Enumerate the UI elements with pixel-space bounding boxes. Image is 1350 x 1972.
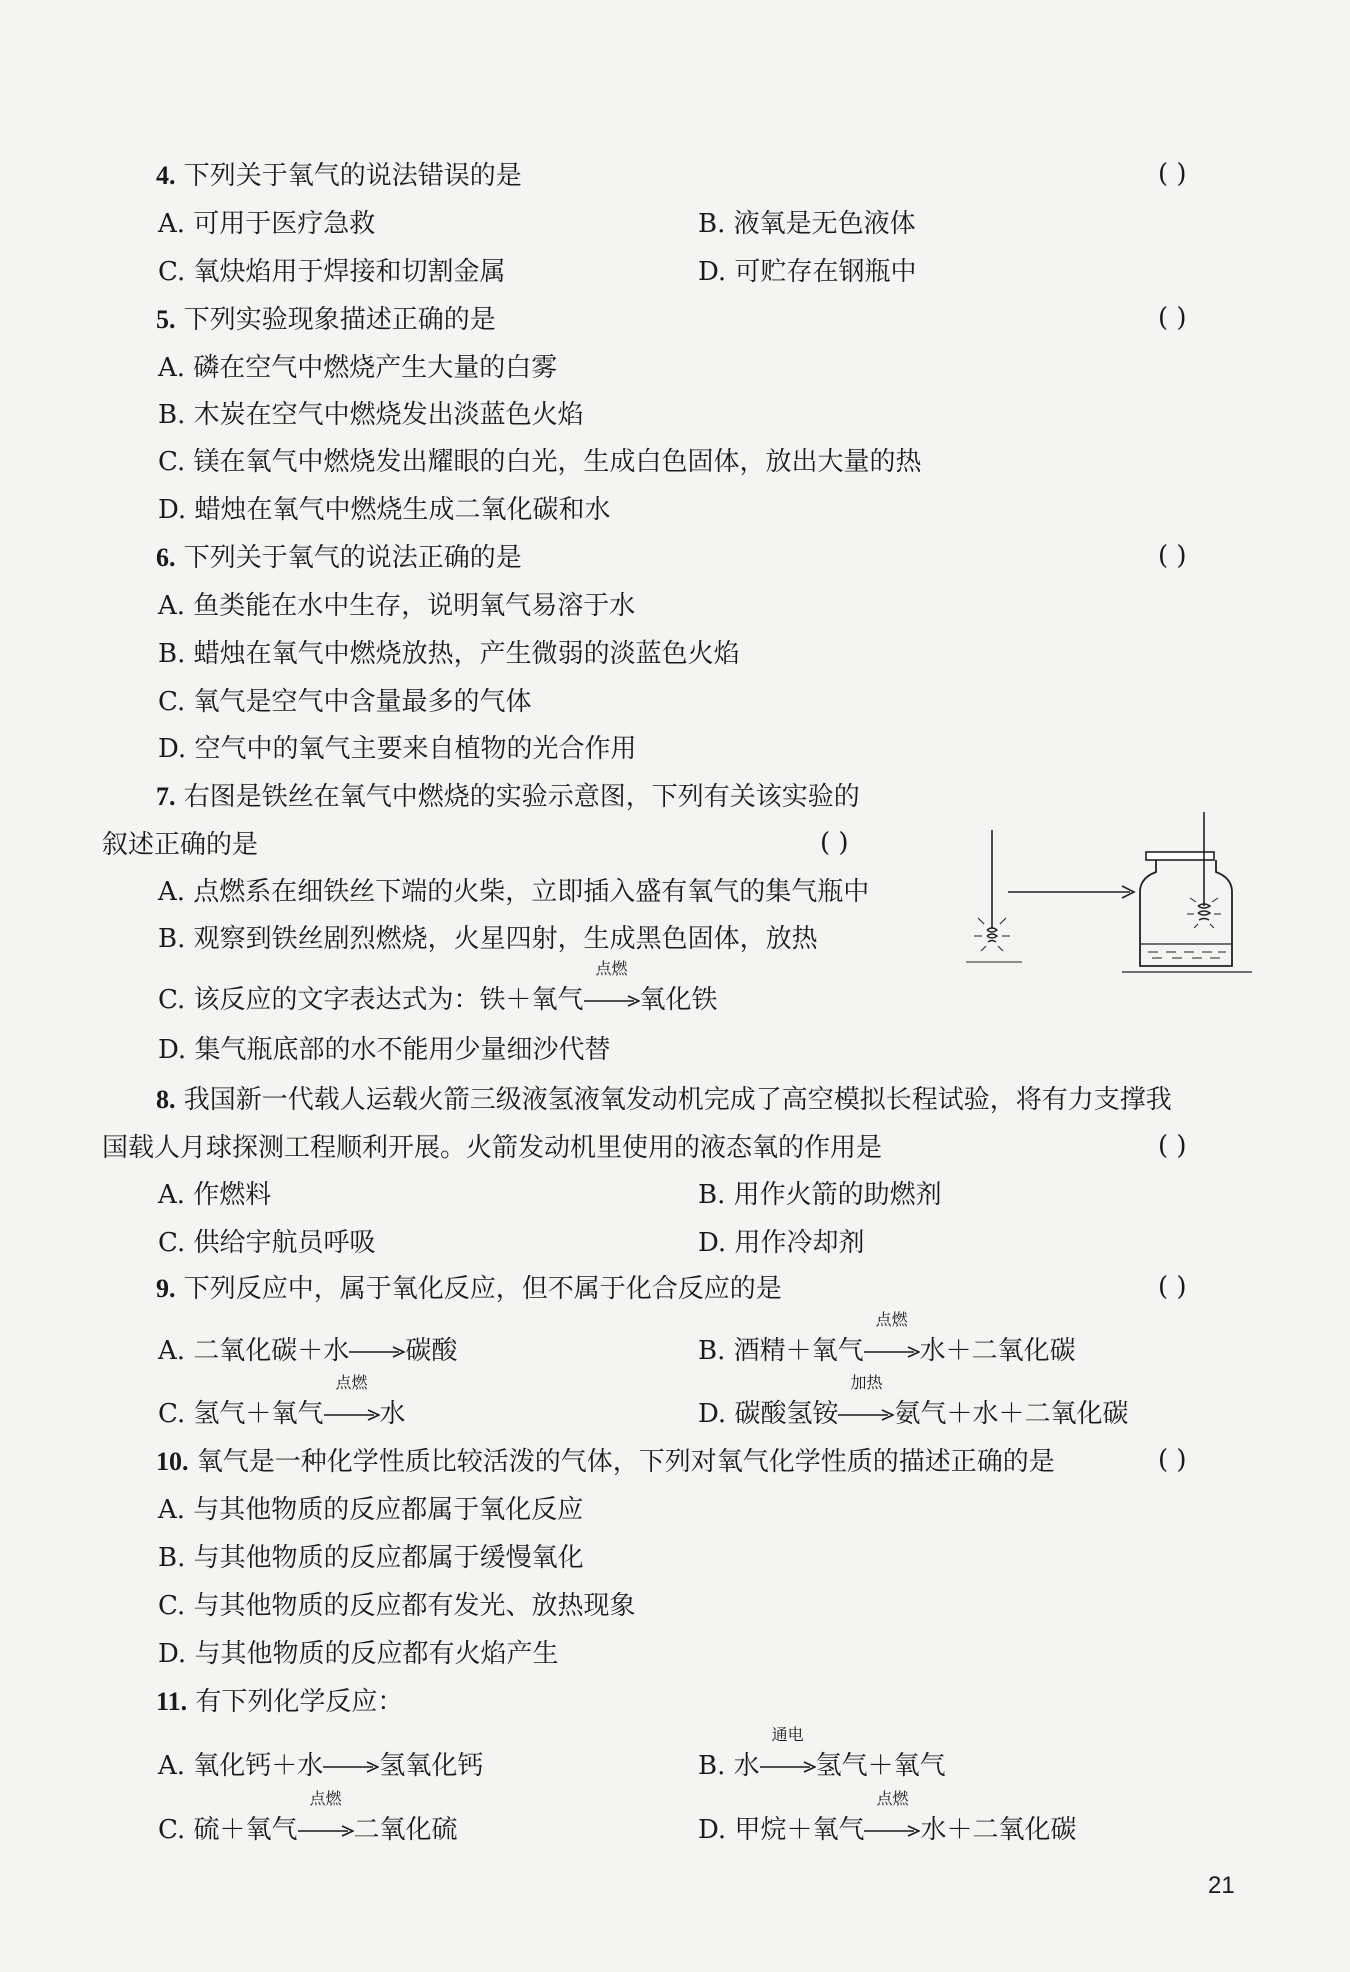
q9-answer-bracket[interactable]: ( ): [1158, 1272, 1187, 1302]
q9-option-b[interactable]: B. 酒精＋氧气 点燃 水＋二氧化碳: [698, 1333, 1076, 1369]
q11-option-b[interactable]: B. 水 通电 氢气＋氧气: [698, 1748, 946, 1784]
q5-option-b[interactable]: B. 木炭在空气中燃烧发出淡蓝色火焰: [158, 400, 584, 430]
q4-option-d[interactable]: D. 可贮存在钢瓶中: [698, 257, 917, 287]
reaction-arrow: 点燃: [864, 1333, 920, 1369]
q7-option-a[interactable]: A. 点燃系在细铁丝下端的火柴，立即插入盛有氧气的集气瓶中: [158, 877, 870, 907]
q6-option-a[interactable]: A. 鱼类能在水中生存，说明氧气易溶于水: [158, 591, 636, 621]
q5-option-d[interactable]: D. 蜡烛在氧气中燃烧生成二氧化碳和水: [158, 495, 611, 525]
reaction-arrow: 加热: [838, 1396, 894, 1432]
q4-number: 4.: [156, 161, 176, 190]
q5-stem: 5. 下列实验现象描述正确的是: [156, 305, 496, 335]
reaction-arrow: 点燃: [298, 1812, 354, 1848]
q10-stem: 10. 氧气是一种化学性质比较活泼的气体，下列对氧气化学性质的描述正确的是: [156, 1447, 1055, 1477]
q7-option-b[interactable]: B. 观察到铁丝剧烈燃烧，火星四射，生成黑色固体，放热: [158, 924, 818, 954]
q10-option-c[interactable]: C. 与其他物质的反应都有发光、放热现象: [158, 1591, 636, 1621]
q11-option-c[interactable]: C. 硫＋氧气 点燃 二氧化硫: [158, 1812, 458, 1848]
q10-option-d[interactable]: D. 与其他物质的反应都有火焰产生: [158, 1639, 559, 1669]
q4-option-c[interactable]: C. 氧炔焰用于焊接和切割金属: [158, 257, 506, 287]
q8-number: 8.: [156, 1085, 176, 1114]
q5-option-c[interactable]: C. 镁在氧气中燃烧发出耀眼的白光，生成白色固体，放出大量的热: [158, 447, 922, 477]
q9-number: 9.: [156, 1274, 176, 1303]
q11-stem: 11. 有下列化学反应：: [156, 1687, 404, 1717]
q8-stem-line2: 国载人月球探测工程顺利开展。火箭发动机里使用的液态氧的作用是: [102, 1133, 883, 1163]
q8-option-d[interactable]: D. 用作冷却剂: [698, 1228, 865, 1258]
q9-option-d[interactable]: D. 碳酸氢铵 加热 氨气＋水＋二氧化碳: [698, 1396, 1128, 1432]
page-number: 21: [1208, 1872, 1235, 1899]
q4-option-b[interactable]: B. 液氧是无色液体: [698, 209, 916, 239]
reaction-arrow: 点燃: [584, 982, 640, 1018]
q11-number: 11.: [156, 1687, 188, 1716]
q11-option-d[interactable]: D. 甲烷＋氧气 点燃 水＋二氧化碳: [698, 1812, 1076, 1848]
q5-number: 5.: [156, 305, 176, 334]
q10-option-a[interactable]: A. 与其他物质的反应都属于氧化反应: [158, 1495, 584, 1525]
q6-option-c[interactable]: C. 氧气是空气中含量最多的气体: [158, 687, 532, 717]
q6-stem: 6. 下列关于氧气的说法正确的是: [156, 543, 522, 573]
q7-option-d[interactable]: D. 集气瓶底部的水不能用少量细沙代替: [158, 1035, 611, 1065]
reaction-arrow: 点燃: [324, 1396, 380, 1432]
q9-option-c[interactable]: C. 氢气＋氧气 点燃 水: [158, 1396, 406, 1432]
q9-stem: 9. 下列反应中，属于氧化反应，但不属于化合反应的是: [156, 1274, 782, 1304]
reaction-arrow: [349, 1333, 405, 1369]
q6-number: 6.: [156, 543, 176, 572]
q8-stem-line1: 8. 我国新一代载人运载火箭三级液氢液氧发动机完成了高空模拟长程试验，将有力支撑我: [156, 1085, 1172, 1115]
q8-option-b[interactable]: B. 用作火箭的助燃剂: [698, 1180, 942, 1210]
q6-option-b[interactable]: B. 蜡烛在氧气中燃烧放热，产生微弱的淡蓝色火焰: [158, 639, 740, 669]
q5-answer-bracket[interactable]: ( ): [1158, 303, 1187, 333]
q5-option-a[interactable]: A. 磷在空气中燃烧产生大量的白雾: [158, 353, 558, 383]
q9-option-a[interactable]: A. 二氧化碳＋水 碳酸: [158, 1333, 457, 1369]
q7-stem-line1: 7. 右图是铁丝在氧气中燃烧的实验示意图，下列有关该实验的: [156, 782, 860, 812]
q10-number: 10.: [156, 1447, 189, 1476]
q6-option-d[interactable]: D. 空气中的氧气主要来自植物的光合作用: [158, 734, 637, 764]
reaction-arrow: 点燃: [864, 1812, 920, 1848]
q7-answer-bracket[interactable]: ( ): [820, 828, 849, 858]
q7-option-c[interactable]: C. 该反应的文字表达式为：铁＋氧气 点燃 氧化铁: [158, 982, 718, 1018]
q7-stem-line2: 叙述正确的是: [102, 830, 259, 860]
q4-answer-bracket[interactable]: ( ): [1158, 159, 1187, 189]
q7-number: 7.: [156, 782, 176, 811]
q10-option-b[interactable]: B. 与其他物质的反应都属于缓慢氧化: [158, 1543, 584, 1573]
q8-answer-bracket[interactable]: ( ): [1158, 1131, 1187, 1161]
iron-wire-combustion-figure: [962, 806, 1252, 986]
reaction-arrow: 通电: [760, 1748, 816, 1784]
q8-option-c[interactable]: C. 供给宇航员呼吸: [158, 1228, 376, 1258]
q8-option-a[interactable]: A. 作燃料: [158, 1180, 272, 1210]
q11-option-a[interactable]: A. 氧化钙＋水 氢氧化钙: [158, 1748, 483, 1784]
q6-answer-bracket[interactable]: ( ): [1158, 541, 1187, 571]
q10-answer-bracket[interactable]: ( ): [1158, 1445, 1187, 1475]
reaction-arrow: [323, 1748, 379, 1784]
q4-stem: 4. 下列关于氧气的说法错误的是: [156, 161, 522, 191]
q4-option-a[interactable]: A. 可用于医疗急救: [158, 209, 376, 239]
